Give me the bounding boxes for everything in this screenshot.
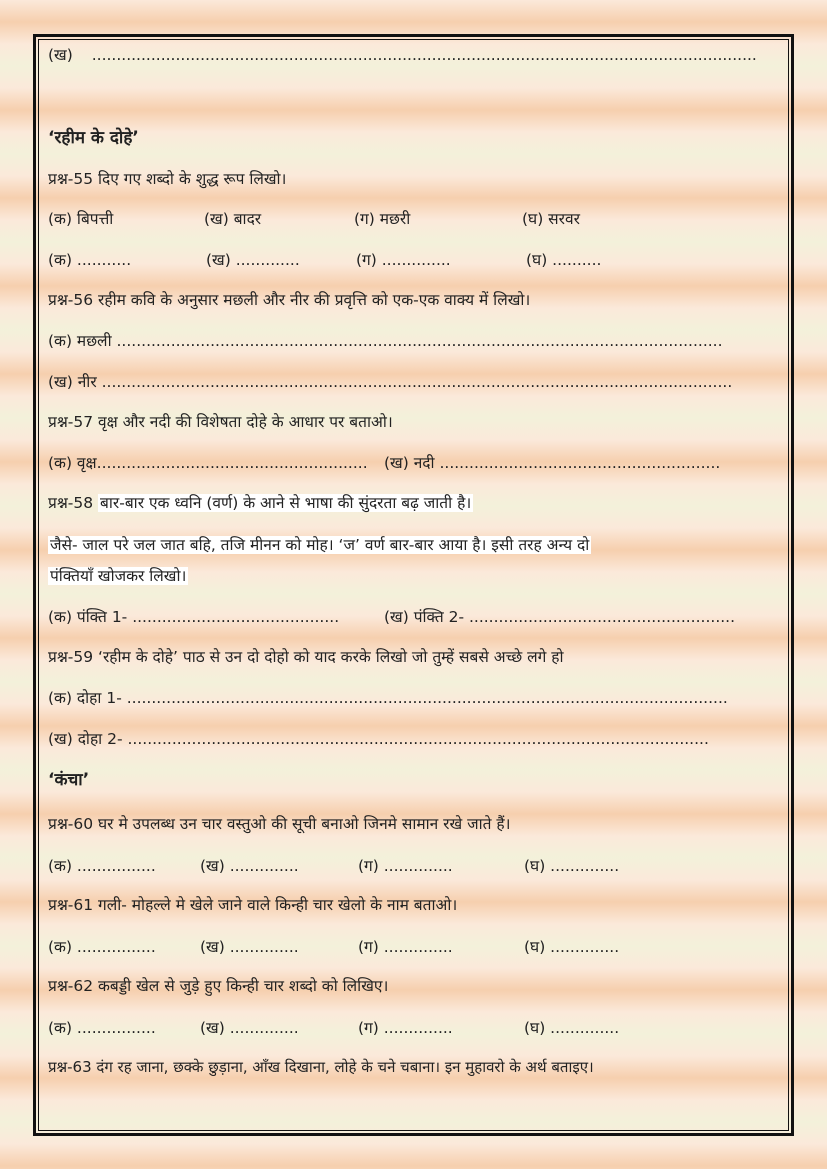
- q58-example-line-2: [48, 565, 188, 587]
- section-title-rahim: ‘रहीम के दोहे’: [48, 128, 139, 148]
- q56-answer-fish: (क) मछली ...........................................................................................................................: [48, 332, 723, 350]
- question-59: प्रश्न-59 ‘रहीम के दोहे’ पाठ से उन दो दोहो को याद करके लिखो जो तुम्हें सबसे अच्छे लगे हो: [48, 648, 564, 666]
- q55-word-gha: (घ) सरवर: [522, 210, 580, 228]
- question-57: प्रश्न-57 वृक्ष और नदी की विशेषता दोहे के आधार पर बताओ।: [48, 413, 393, 431]
- q58-example-1: जैसे- जाल परे जल जात बहि, तजि मीनन को मोह। ‘ज’ वर्ण बार-बार आया है। इसी तरह अन्य दो: [50, 536, 590, 554]
- q61-answer-kha: (ख) ..............: [200, 938, 299, 956]
- q60-answers-row: [48, 855, 768, 877]
- question-62: प्रश्न-62 कबड्डी खेल से जुड़े हुए किन्ही चार शब्दो को लिखिए।: [48, 977, 389, 995]
- q57-answers-row: [48, 452, 768, 474]
- q58-prefix: प्रश्न-58: [48, 494, 99, 512]
- q59-answer-doha-1: (क) दोहा 1- ..........................................................................................................................: [48, 689, 728, 707]
- q62-answer-ga: (ग) ..............: [358, 1019, 453, 1037]
- q55-answers-row: [48, 249, 768, 271]
- q55-word-kha: (ख) बादर: [204, 210, 262, 228]
- q62-answer-gha: (घ) ..............: [524, 1019, 620, 1037]
- question-55: प्रश्न-55 दिए गए शब्दो के शुद्ध रूप लिखो।: [48, 170, 287, 188]
- q55-answer-ka: (क) ...........: [48, 251, 132, 269]
- question-56: प्रश्न-56 रहीम कवि के अनुसार मछली और नीर की प्रवृत्ति को एक-एक वाक्य में लिखो।: [48, 291, 531, 309]
- q60-answer-gha: (घ) ..............: [524, 857, 620, 875]
- top-answer-line: [48, 44, 757, 66]
- q58-example-2: पंक्तियाँ खोजकर लिखो।: [50, 567, 187, 585]
- q58-answer-line-1: (क) पंक्ति 1- ..........................................: [48, 608, 340, 626]
- q61-answer-gha: (घ) ..............: [524, 938, 620, 956]
- section-title-kancha: ‘कंचा’: [48, 770, 90, 790]
- question-58: [48, 492, 473, 514]
- q58-answer-line-2: (ख) पंक्ति 2- ......................................................: [384, 608, 736, 626]
- question-60: प्रश्न-60 घर मे उपलब्ध उन चार वस्तुओ की सूची बनाओ जिनमे सामान रखे जाते हैं।: [48, 815, 511, 833]
- q58-answers-row: [48, 606, 768, 628]
- q62-answers-row: [48, 1017, 768, 1039]
- q55-answer-gha: (घ) ..........: [526, 251, 602, 269]
- q55-words-row: [48, 208, 768, 230]
- q55-word-ga: (ग) मछरी: [354, 210, 411, 228]
- option-label: (ख): [48, 46, 73, 64]
- question-63: प्रश्न-63 दंग रह जाना, छक्के छुड़ाना, आँख दिखाना, लोहे के चने चबाना। इन मुहावरो के अर्थ बताइए।: [48, 1058, 594, 1076]
- q55-answer-kha: (ख) .............: [206, 251, 300, 269]
- q60-answer-ga: (ग) ..............: [358, 857, 453, 875]
- q59-answer-doha-2: (ख) दोहा 2- ......................................................................................................................: [48, 730, 709, 748]
- q61-answer-ka: (क) ................: [48, 938, 156, 956]
- q60-answer-ka: (क) ................: [48, 857, 156, 875]
- q60-answer-kha: (ख) ..............: [200, 857, 299, 875]
- q58-example-line-1: [48, 534, 591, 556]
- q61-answers-row: [48, 936, 768, 958]
- q62-answer-kha: (ख) ..............: [200, 1019, 299, 1037]
- answer-blank: .......................................................................................................................................: [91, 46, 757, 64]
- q57-answer-tree: (क) वृक्ष.......................................................: [48, 454, 368, 472]
- q55-answer-ga: (ग) ..............: [356, 251, 451, 269]
- q61-answer-ga: (ग) ..............: [358, 938, 453, 956]
- question-61: प्रश्न-61 गली- मोहल्ले मे खेले जाने वाले किन्ही चार खेलो के नाम बताओ।: [48, 896, 458, 914]
- q55-word-ka: (क) बिपत्ती: [48, 210, 114, 228]
- q56-answer-water: (ख) नीर ................................................................................................................................: [48, 373, 733, 391]
- q58-text: बार-बार एक ध्वनि (वर्ण) के आने से भाषा की सुंदरता बढ़ जाती है।: [100, 494, 472, 512]
- q62-answer-ka: (क) ................: [48, 1019, 156, 1037]
- q57-answer-river: (ख) नदी .........................................................: [384, 454, 721, 472]
